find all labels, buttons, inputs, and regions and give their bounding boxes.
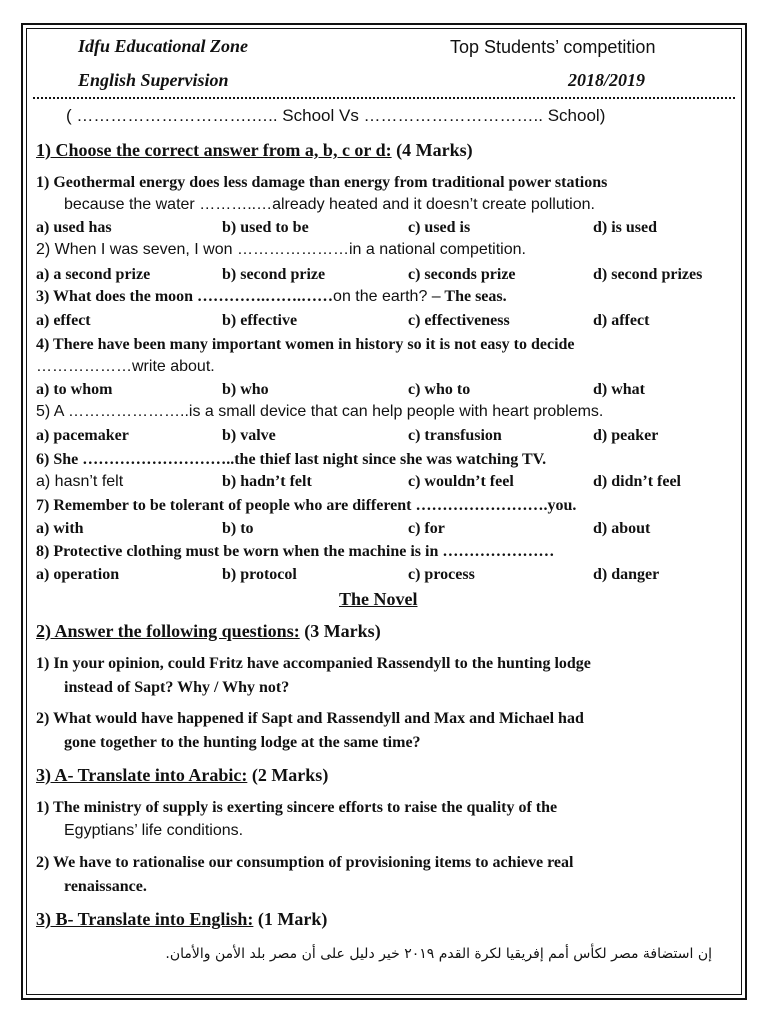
- q5-option-c: c) transfusion: [408, 427, 502, 444]
- novel-heading: The Novel: [339, 589, 418, 609]
- section3a-heading: [36, 765, 328, 786]
- s3a-q2-line1: 2) We have to rationalise our consumption of provisioning items to achieve real: [36, 854, 574, 871]
- q3-option-b: b) effective: [222, 312, 298, 329]
- q6-option-a: a) hasn’t felt: [36, 473, 124, 490]
- q8-option-a: a) operation: [36, 566, 120, 583]
- section3b-title: 3) B- Translate into English:: [36, 909, 254, 929]
- section1-heading: [36, 140, 473, 161]
- section1-marks: (4 Marks): [396, 140, 473, 160]
- section1-title: 1) Choose the correct answer from a, b, c or d:: [36, 140, 392, 160]
- section3b-marks: (1 Mark): [257, 909, 328, 929]
- zone-label: Idfu Educational Zone: [78, 36, 249, 56]
- q1-option-c: c) used is: [408, 219, 471, 236]
- q6-option-d: d) didn’t feel: [593, 473, 681, 490]
- q2-option-a: a) a second prize: [36, 266, 151, 283]
- q1-option-d: d) is used: [593, 219, 658, 236]
- q3-option-c: c) effectiveness: [408, 312, 510, 329]
- q4-option-d: d) what: [593, 381, 646, 398]
- q6-text: 6) She ………………………..the thief last night since she was watching TV.: [36, 451, 547, 468]
- year-label: 2018/2019: [568, 70, 646, 90]
- q3-text-bold: 3) What does the moon ………….…….……: [36, 288, 334, 305]
- s2-q2-line2: gone together to the hunting lodge at the same time?: [64, 734, 421, 751]
- s2-q2-line1: 2) What would have happened if Sapt and Rassendyll and Max and Michael had: [36, 710, 584, 727]
- header-divider: [33, 97, 735, 99]
- section2-heading: [36, 621, 381, 642]
- schools-line: ( ………………………….….. School Vs ………………………….. School): [66, 106, 606, 125]
- q4-option-b: b) who: [222, 381, 269, 398]
- q7-option-d: d) about: [593, 520, 651, 537]
- q8-option-d: d) danger: [593, 566, 660, 583]
- q3-text-rest: on the earth? –: [333, 288, 441, 305]
- q2-option-c: c) seconds prize: [408, 266, 516, 283]
- q8-text: 8) Protective clothing must be worn when the machine is in …………………: [36, 543, 555, 560]
- s2-q1-line1: 1) In your opinion, could Fritz have accompanied Rassendyll to the hunting lodge: [36, 655, 591, 672]
- arabic-sentence: إن استضافة مصر لكأس أمم إفريقيا لكرة القدم ٢٠١٩ خير دليل على أن مصر بلد الأمن والأمان.: [165, 946, 712, 962]
- s3a-q1-line2: Egyptians’ life conditions.: [64, 822, 244, 839]
- q3-text: [36, 288, 507, 306]
- q3-option-a: a) effect: [36, 312, 91, 329]
- q5-option-a: a) pacemaker: [36, 427, 129, 444]
- s3a-q2-line2: renaissance.: [64, 878, 147, 895]
- q3-text-tail: The seas.: [440, 288, 507, 305]
- q1-text: 1) Geothermal energy does less damage than energy from traditional power stations: [36, 174, 608, 191]
- q2-option-d: d) second prizes: [593, 266, 703, 283]
- section2-title: 2) Answer the following questions:: [36, 621, 300, 641]
- q4-text-cont: ………………write about.: [36, 358, 215, 375]
- q8-option-c: c) process: [408, 566, 475, 583]
- q7-option-b: b) to: [222, 520, 254, 537]
- competition-label: Top Students’ competition: [450, 37, 656, 57]
- q7-option-c: c) for: [408, 520, 445, 537]
- q1-text-cont: because the water ………..…already heated and it doesn’t create pollution.: [64, 196, 595, 213]
- q8-option-b: b) protocol: [222, 566, 297, 583]
- q7-text: 7) Remember to be tolerant of people who are different …………………….you.: [36, 497, 577, 514]
- section3b-heading: [36, 909, 327, 930]
- q3-option-d: d) affect: [593, 312, 650, 329]
- s2-q1-line2: instead of Sapt? Why / Why not?: [64, 679, 290, 696]
- q2-option-b: b) second prize: [222, 266, 326, 283]
- q1-option-b: b) used to be: [222, 219, 309, 236]
- q5-option-d: d) peaker: [593, 427, 659, 444]
- section2-marks: (3 Marks): [304, 621, 381, 641]
- q1-option-a: a) used has: [36, 219, 112, 236]
- q7-option-a: a) with: [36, 520, 84, 537]
- q5-option-b: b) valve: [222, 427, 276, 444]
- supervision-label: English Supervision: [78, 70, 229, 90]
- q5-text: 5) A …………………..is a small device that can help people with heart problems.: [36, 403, 604, 420]
- section3a-title: 3) A- Translate into Arabic:: [36, 765, 248, 785]
- s3a-q1-line1: 1) The ministry of supply is exerting sincere efforts to raise the quality of the: [36, 799, 558, 816]
- q2-text: 2) When I was seven, I won …………………in a national competition.: [36, 241, 526, 258]
- q4-text: 4) There have been many important women in history so it is not easy to decide: [36, 336, 575, 353]
- q4-option-c: c) who to: [408, 381, 471, 398]
- q6-option-b: b) hadn’t felt: [222, 473, 312, 490]
- q4-option-a: a) to whom: [36, 381, 113, 398]
- q6-option-c: c) wouldn’t feel: [408, 473, 514, 490]
- section3a-marks: (2 Marks): [251, 765, 329, 785]
